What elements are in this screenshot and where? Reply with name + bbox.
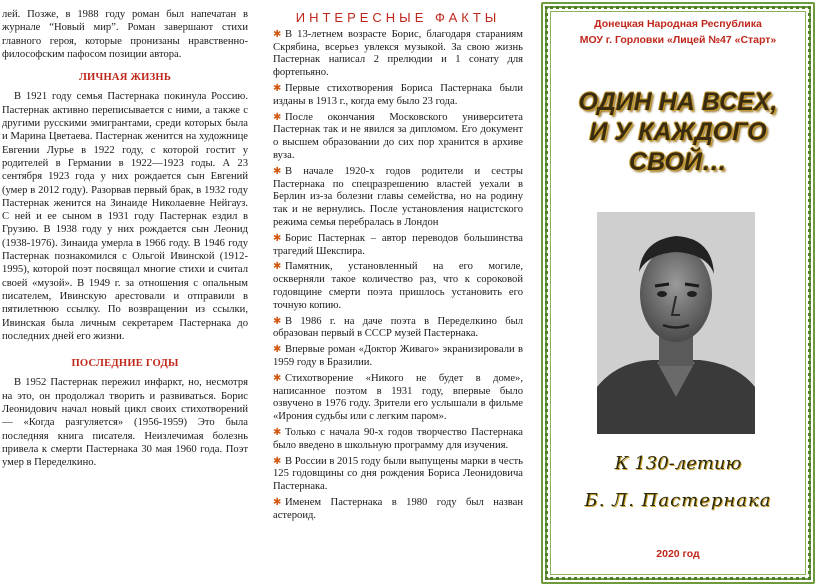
portrait-photo — [597, 212, 755, 434]
fact-item: ✱ Стихотворение «Никого не будет в доме», написанное поэтом в 1931 году, впервые было озвучено в 1976 году. Зрители его услышали в фильме «Ирония судьбы или с легким паром». — [273, 372, 523, 423]
fact-item: ✱ В 1986 г. на даче поэта в Переделкино был образован первый в СССР музей Пастернака. — [273, 315, 523, 340]
cover-title-line-2: И У КАЖДОГО — [589, 118, 767, 146]
cover-title-line-1: ОДИН НА ВСЕХ, — [578, 88, 778, 116]
portrait-illustration — [597, 212, 755, 434]
cover-title-line-3: СВОЙ… — [629, 148, 727, 176]
institution-line-2: МОУ г. Горловки «Лицей №47 «Старт» — [579, 34, 777, 46]
fact-item: ✱ Именем Пастернака в 1980 году был назван астероид. — [273, 496, 523, 521]
last-years-heading: ПОСЛЕДНИЕ ГОДЫ — [71, 358, 179, 370]
facts-list — [273, 29, 523, 523]
personal-life-text: В 1921 году семья Пастернака покинула Россию. Пастернак активно переписывается с ними, а также с другими русскими эмигрантами, среди которых была и Марина Цветаева. Пастернак женится на художнице Евгении Лурье в 1922 году, с которой гостит у родителей в Германии в 1922—1923 годы. А 23 сентября 1923 года у них рождается сын Евгений (умер в 2012 году). Разорвав первый брак, в 1932 году Пастернак женится на Зинаиде Николаевне Нейгауз. С ней и ее сыном в 1931 году Пастернак ездил в Грузию. В 1938 году у них рождается сын Леонид (1938-1976). Зинаида умерла в 1966 году. В 1946 году Пастернак познакомился с Ольгой Ивинской (1912-1995), которой поэт посвящал многие стихи и считал своей «музой». В 1949 г. за отношения с опальным писателем, Ивинскую арестовали и отправили в пятилетнюю ссылку. По возвращении из ссылки, Ивинская была личным секретарем Пастернака до последних дней его жизни. — [2, 91, 248, 342]
intro-paragraph: лей. Позже, в 1988 году роман был напечатан в журнале “Новый мир”. Роман завершают стихи главного героя, которые пронизаны нравственно-философским пафосом позиции автора. — [2, 9, 248, 60]
fact-item: ✱ Памятник, установленный на его могиле, оскверняли такое количество раз, что к сороковой годовщине смерти поэта пришлось установить его точную копию. — [273, 261, 523, 311]
cover-subtitle-line-1: К 130-летию — [614, 453, 742, 474]
fact-item: ✱ В России в 2015 году были выпущены марки в честь 125 годовщины со дня рождения Бориса Леонидовича Пастернака. — [273, 455, 523, 493]
last-years-text: В 1952 Пастернак пережил инфаркт, но, несмотря на это, он продолжал творить и развиваться. Борис Леонидович начал новый цикл своих стихотворений — «Когда разгуляется» (1956-1959) Это была последняя книга писателя. Неизлечимая болезнь привела к смерти Пастернака 30 мая 1960 года. Поэт умер в Переделкино. — [2, 377, 248, 469]
fact-item: ✱ Борис Пастернак – автор переводов большинства трагедий Шекспира. — [273, 232, 523, 257]
left-column — [0, 0, 262, 470]
cover-subtitle-line-2: Б. Л. Пастернака — [584, 490, 772, 511]
facts-column — [273, 0, 523, 525]
cover-year: 2020 год — [656, 548, 700, 560]
fact-item: ✱ В начале 1920-х годов родители и сестры Пастернака по спецразрешению властей уехали в Берлин из-за болезни главы семейства, но на родину так и не вернулись. После установления нацистского режима семья перебралась в Лондон — [273, 165, 523, 228]
facts-title: ИНТЕРЕСНЫЕ ФАКТЫ — [295, 10, 501, 25]
fact-item: ✱ Только с начала 90-х годов творчество Пастернака было введено в школьную программу для изучения. — [273, 426, 523, 451]
fact-item: ✱ Первые стихотворения Бориса Пастернака были изданы в 1913 г., когда ему было 23 года. — [273, 82, 523, 107]
cover-panel — [541, 2, 815, 584]
fact-item: ✱ Впервые роман «Доктор Живаго» экранизировали в 1959 году в Бразилии. — [273, 344, 523, 368]
institution-line-1: Донецкая Народная Республика — [594, 18, 762, 30]
fact-item: ✱ В 13-летнем возрасте Борис, благодаря стараниям Скрябина, всерьез увлекся музыкой. За свою жизнь Пастернак написал 2 прелюдии и 1 сонату для фортепьяно. — [273, 28, 523, 79]
personal-life-heading: ЛИЧНАЯ ЖИЗНЬ — [78, 72, 172, 84]
fact-item: ✱ После окончания Московского университета Пастернак так и не явился за дипломом. Его документ о высшем образовании до сих пор хранится в архиве вуза. — [273, 111, 523, 161]
